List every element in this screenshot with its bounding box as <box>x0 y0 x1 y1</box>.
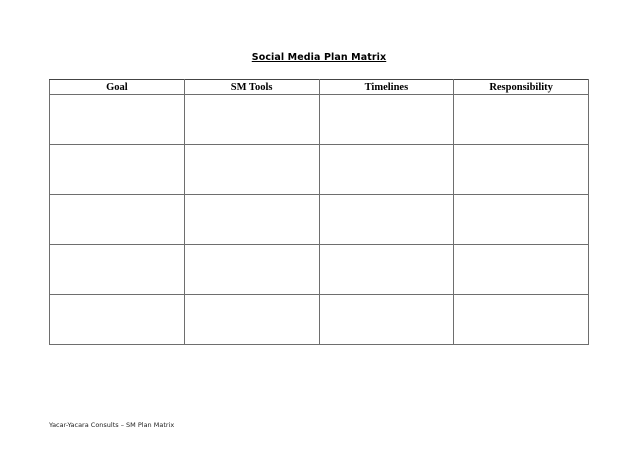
table-cell[interactable] <box>184 245 319 295</box>
table-row <box>50 145 589 195</box>
table-cell[interactable] <box>319 95 454 145</box>
table-cell[interactable] <box>50 145 185 195</box>
column-header-goal: Goal <box>50 80 185 95</box>
table-cell[interactable] <box>319 245 454 295</box>
page-footer: Yacar-Yacara Consults – SM Plan Matrix <box>49 421 175 429</box>
table-row <box>50 295 589 345</box>
table-cell[interactable] <box>50 245 185 295</box>
table-cell[interactable] <box>50 295 185 345</box>
page-title: Social Media Plan Matrix <box>251 52 387 63</box>
plan-matrix-table <box>49 79 589 345</box>
table-cell[interactable] <box>454 145 589 195</box>
column-header-responsibility: Responsibility <box>454 80 589 95</box>
table-row <box>50 195 589 245</box>
column-header-timelines: Timelines <box>319 80 454 95</box>
table-cell[interactable] <box>184 145 319 195</box>
table-row <box>50 95 589 145</box>
table-cell[interactable] <box>184 95 319 145</box>
table-header-row <box>50 80 589 95</box>
table-cell[interactable] <box>319 145 454 195</box>
table-cell[interactable] <box>454 95 589 145</box>
table-cell[interactable] <box>454 195 589 245</box>
table-cell[interactable] <box>319 195 454 245</box>
table-row <box>50 245 589 295</box>
table-cell[interactable] <box>454 295 589 345</box>
table-cell[interactable] <box>50 95 185 145</box>
table-cell[interactable] <box>184 195 319 245</box>
table-cell[interactable] <box>50 195 185 245</box>
column-header-sm-tools: SM Tools <box>184 80 319 95</box>
table-cell[interactable] <box>454 245 589 295</box>
table-cell[interactable] <box>319 295 454 345</box>
table-cell[interactable] <box>184 295 319 345</box>
